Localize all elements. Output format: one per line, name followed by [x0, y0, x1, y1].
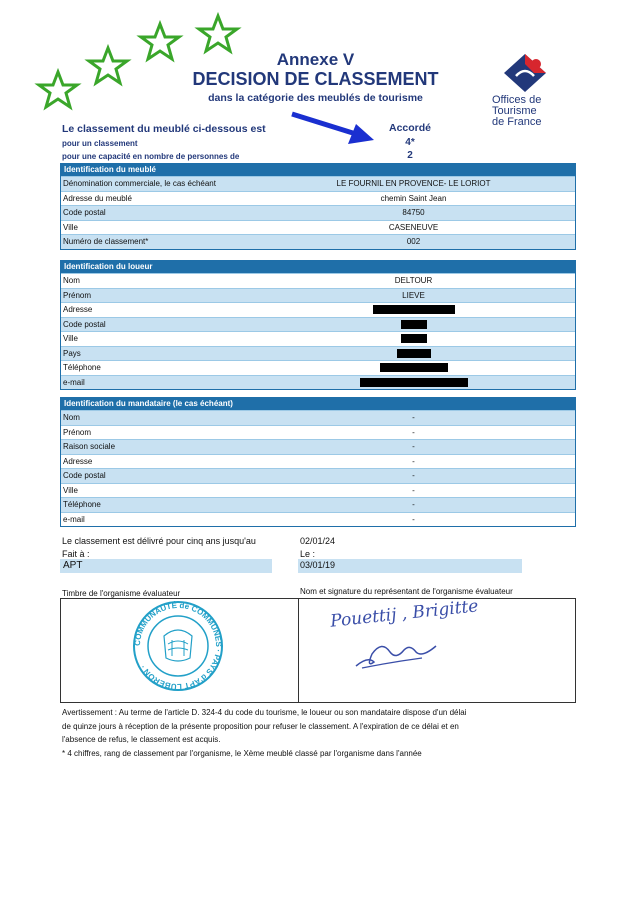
- stamp-label: Timbre de l'organisme évaluateur: [62, 589, 181, 598]
- row-label: Code postal: [63, 319, 106, 329]
- table-row: [61, 234, 575, 249]
- intro-line-1: Le classement du meublé ci-dessous est: [62, 123, 266, 135]
- row-label: Adresse: [63, 456, 93, 466]
- row-label: Nom: [63, 276, 80, 285]
- table-row: [61, 439, 575, 454]
- annexe-label: Annexe V: [276, 50, 355, 69]
- row-value: -: [412, 471, 415, 480]
- fait-value: APT: [63, 560, 83, 571]
- logo-line: Tourisme: [492, 105, 537, 117]
- row-value: -: [412, 485, 415, 495]
- row-label: Ville: [63, 334, 78, 343]
- table-row: [61, 483, 575, 498]
- intro-line-2: pour un classement: [62, 139, 138, 148]
- validity-date: 02/01/24: [300, 536, 336, 546]
- loueur-table-title: Identification du loueur: [61, 261, 575, 273]
- star-icon: [199, 16, 237, 51]
- le-field: [298, 559, 522, 573]
- row-label: Ville: [63, 485, 78, 495]
- rating-value: 4*: [405, 137, 415, 148]
- table-row: [61, 317, 575, 332]
- logo-text: [492, 95, 542, 128]
- table-row: [61, 331, 575, 346]
- warning-line: l'absence de refus, le classement est acquis.: [62, 735, 221, 744]
- row-value: LE FOURNIL EN PROVENCE- LE LORIOT: [336, 179, 491, 188]
- row-value: 002: [406, 237, 421, 246]
- table-row: [61, 497, 575, 512]
- le-value: 03/01/19: [300, 560, 336, 570]
- row-value: DELTOUR: [394, 276, 433, 285]
- meuble-table: [60, 163, 576, 250]
- row-label: Nom: [63, 413, 80, 422]
- fait-field: [60, 559, 272, 573]
- row-value: -: [412, 442, 415, 451]
- intro-line-3: pour une capacité en nombre de personnes de: [62, 152, 240, 161]
- logo-line: Offices de: [492, 94, 542, 106]
- table-row: [61, 288, 575, 303]
- redacted-value: [256, 318, 571, 332]
- redacted-value: [256, 332, 571, 346]
- stamp-text: COMMUNAUTÉ de COMMUNES · PAYS d'APT LUBERON ·: [132, 600, 224, 692]
- table-row: [61, 512, 575, 527]
- table-row: [61, 302, 575, 317]
- arrow-icon: [290, 110, 380, 150]
- validity-label: Le classement est délivré pour cinq ans jusqu'au: [62, 536, 256, 546]
- row-value: chemin Saint Jean: [380, 193, 447, 203]
- logo-line: de France: [492, 116, 542, 128]
- stamp-icon: [128, 600, 228, 692]
- row-label: Adresse: [63, 305, 93, 314]
- row-label: e-mail: [63, 377, 85, 387]
- page-subtitle: dans la catégorie des meublés de tourisme: [208, 92, 423, 104]
- table-row: [61, 425, 575, 440]
- table-row: [61, 375, 575, 390]
- meuble-table-title: Identification du meublé: [61, 164, 575, 176]
- row-value: CASENEUVE: [388, 222, 439, 232]
- row-value: -: [412, 456, 415, 466]
- row-label: Prénom: [63, 427, 92, 437]
- row-label: e-mail: [63, 514, 85, 524]
- row-label: Ville: [63, 222, 78, 232]
- warning-line: Avertissement : Au terme de l'article D. 324-4 du code du tourisme, le loueur ou son mandataire dispose d'un délai: [62, 708, 467, 717]
- page-title: DECISION DE CLASSEMENT: [192, 69, 439, 89]
- status-value: Accordé: [388, 122, 431, 134]
- redacted-value: [256, 303, 571, 317]
- row-value: -: [412, 500, 415, 509]
- row-label: Adresse du meublé: [63, 193, 132, 203]
- signature-divider: [298, 599, 299, 702]
- row-value: LIEVE: [402, 290, 425, 300]
- redacted-value: [256, 347, 571, 361]
- sign-label: Nom et signature du représentant de l'organisme évaluateur: [300, 587, 513, 596]
- table-row: [61, 346, 575, 361]
- row-label: Code postal: [63, 208, 106, 217]
- warning-line: * 4 chiffres, rang de classement par l'organisme, le Xème meublé classé par l'organisme dans l'année: [62, 748, 422, 758]
- table-row: [61, 410, 575, 425]
- capacity-value: 2: [407, 150, 413, 161]
- row-label: Raison sociale: [63, 442, 116, 451]
- warning-line: de quinze jours à réception de la présente proposition pour refuser le classement. A l'expiration de ce délai et en: [62, 721, 459, 731]
- offices-tourisme-logo-icon: [500, 52, 550, 94]
- row-label: Téléphone: [63, 363, 101, 372]
- row-value: 84750: [402, 208, 425, 217]
- row-value: -: [412, 413, 415, 422]
- table-row: [61, 468, 575, 483]
- signature-name: Pouettij , Brigitte: [329, 596, 480, 632]
- row-label: Code postal: [63, 471, 106, 480]
- row-label: Pays: [63, 348, 81, 358]
- redacted-value: [256, 361, 571, 375]
- row-label: Dénomination commerciale, le cas échéant: [63, 179, 216, 188]
- table-row: [61, 220, 575, 235]
- mandataire-table: [60, 397, 576, 527]
- mandataire-table-title: Identification du mandataire (le cas échéant): [61, 398, 575, 410]
- fait-label: Fait à :: [62, 549, 90, 559]
- signature-scribble-icon: [352, 632, 442, 672]
- row-value: -: [412, 427, 415, 437]
- table-row: [61, 205, 575, 220]
- table-row: [61, 454, 575, 469]
- loueur-table: [60, 260, 576, 390]
- row-value: -: [412, 514, 415, 524]
- row-label: Prénom: [63, 290, 92, 300]
- redacted-value: [256, 376, 571, 390]
- row-label: Numéro de classement*: [63, 237, 149, 246]
- table-row: [61, 191, 575, 206]
- warning-text: [62, 706, 572, 760]
- table-row: [61, 360, 575, 375]
- table-row: [61, 176, 575, 191]
- row-label: Téléphone: [63, 500, 101, 509]
- le-label: Le :: [300, 549, 316, 559]
- table-row: [61, 273, 575, 288]
